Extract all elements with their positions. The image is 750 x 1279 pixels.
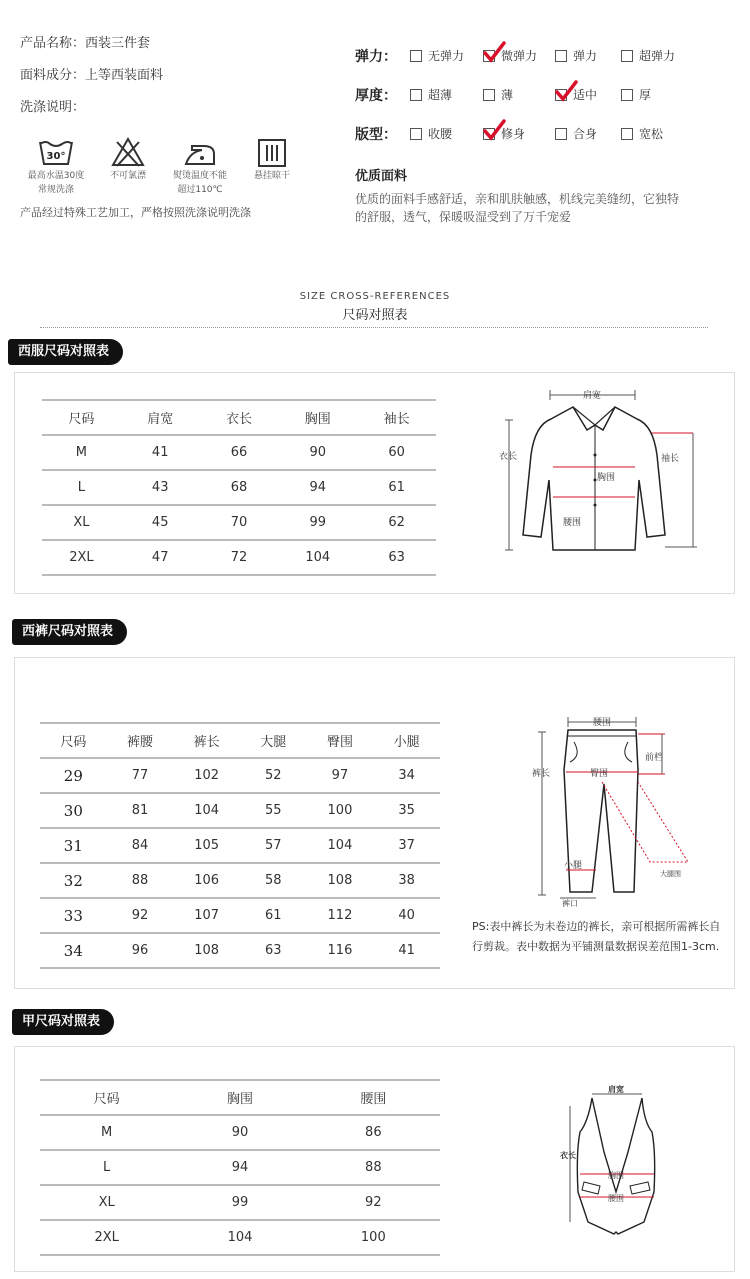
- table-cell: 41: [398, 943, 415, 958]
- checkbox: [483, 128, 495, 140]
- table-cell: 102: [194, 768, 220, 783]
- size-heading-en: SIZE CROSS-REFERENCES: [299, 291, 451, 302]
- table-cell: 84: [131, 838, 149, 853]
- table-header: 胸围: [304, 412, 331, 427]
- table-header: 裤腰: [126, 735, 153, 750]
- table-header-row: [40, 1080, 440, 1115]
- table-header: 尺码: [68, 412, 95, 427]
- label-sleeve: 袖长: [661, 454, 680, 464]
- table-cell: 108: [327, 873, 353, 888]
- suit-jacket-diagram: [495, 385, 705, 565]
- vest-size-tag: 甲尺码对照表: [12, 1009, 114, 1035]
- label-waist: 腰围: [563, 518, 582, 528]
- checkbox: [555, 89, 567, 101]
- table-row: [40, 1185, 440, 1220]
- care-text: 常规洗涤: [37, 185, 74, 195]
- table-row: [40, 863, 440, 898]
- attribute-label: 厚度：: [355, 87, 397, 104]
- table-cell: 92: [365, 1195, 382, 1210]
- checkbox: [410, 128, 422, 140]
- table-cell: 31: [63, 836, 83, 855]
- table-row: [40, 758, 440, 793]
- pants-size-table: [40, 722, 440, 969]
- svg-text:30°: 30°: [46, 151, 66, 162]
- label-rise: 前档: [645, 753, 664, 763]
- checkbox: [555, 50, 567, 62]
- table-header: 臀围: [326, 735, 353, 750]
- label-waist: 腰围: [608, 1194, 624, 1203]
- table-cell: 34: [398, 768, 415, 783]
- table-row: [40, 1115, 440, 1150]
- table-cell: 43: [151, 480, 169, 495]
- table-row: [42, 540, 436, 575]
- table-cell: 108: [194, 943, 220, 958]
- table-header-row: [42, 400, 436, 435]
- checkbox: [621, 128, 633, 140]
- table-cell: 61: [265, 908, 282, 923]
- label-calf: 小腿: [564, 861, 583, 871]
- attribute-label: 弹力：: [355, 48, 397, 65]
- suit-size-tag: 西服尺码对照表: [8, 339, 123, 365]
- table-cell: 90: [309, 445, 327, 460]
- label-length: 衣长: [499, 452, 518, 462]
- table-cell: 38: [398, 873, 415, 888]
- table-cell: 112: [327, 908, 353, 923]
- option: [621, 47, 675, 64]
- checkbox: [621, 89, 633, 101]
- table-cell: 60: [388, 445, 405, 460]
- care-item: [164, 134, 236, 196]
- care-item: [236, 134, 308, 196]
- table-cell: 116: [327, 943, 353, 958]
- size-heading: [0, 291, 750, 323]
- checkbox: [483, 50, 495, 62]
- label-thigh: 大腿围: [660, 870, 681, 878]
- attribute-row-elasticity: [355, 36, 735, 75]
- label-waist: 腰围: [592, 718, 612, 728]
- vest-outline: [577, 1098, 654, 1234]
- table-header: 胸围: [226, 1092, 253, 1107]
- table-cell: 97: [331, 768, 349, 783]
- no-bleach-icon: [92, 134, 164, 168]
- vest-size-table: [40, 1079, 440, 1256]
- care-item: [92, 134, 164, 196]
- label-shoulder: 肩宽: [582, 391, 602, 401]
- checkbox: [410, 89, 422, 101]
- table-cell: 96: [131, 943, 149, 958]
- table-header: 裤长: [193, 735, 220, 750]
- attribute-row-thickness: [355, 75, 735, 114]
- option-label: 宽松: [639, 127, 664, 141]
- table-row: [40, 1150, 440, 1185]
- table-row: [40, 933, 440, 968]
- table-cell: 41: [151, 445, 169, 460]
- table-cell: 61: [388, 480, 405, 495]
- jacket-outline: [523, 407, 665, 550]
- table-row: [42, 470, 436, 505]
- wash-instructions-label: 洗涤说明：: [20, 100, 86, 115]
- table-cell: L: [77, 480, 86, 495]
- table-header: 肩宽: [147, 412, 174, 427]
- table-row: [42, 505, 436, 540]
- table-cell: 47: [151, 550, 169, 565]
- vest-diagram: [558, 1082, 673, 1242]
- table-cell: 29: [63, 766, 83, 785]
- table-cell: 72: [230, 550, 248, 565]
- attribute-label: 版型：: [355, 126, 397, 143]
- care-text: 最高水温30度: [27, 171, 85, 181]
- care-text: 超过110℃: [177, 185, 223, 195]
- table-cell: 100: [327, 803, 353, 818]
- table-header: 尺码: [60, 735, 87, 750]
- table-header: 大腿: [260, 735, 287, 750]
- table-cell: 107: [194, 908, 220, 923]
- option-label: 收腰: [428, 127, 453, 141]
- table-cell: 100: [360, 1230, 386, 1245]
- pants-size-tag: 西裤尺码对照表: [12, 619, 127, 645]
- table-row: [40, 898, 440, 933]
- table-header: 腰围: [360, 1092, 387, 1107]
- wash-30-icon: [20, 134, 92, 168]
- table-header: 衣长: [225, 412, 252, 427]
- table-cell: 86: [365, 1125, 382, 1140]
- table-header: 尺码: [93, 1092, 120, 1107]
- table-cell: 90: [231, 1125, 249, 1140]
- label-chest: 胸围: [608, 1171, 624, 1180]
- table-cell: 99: [309, 515, 327, 530]
- care-text: 不可氯漂: [109, 171, 146, 181]
- table-cell: 30: [63, 801, 83, 820]
- table-cell: 104: [305, 550, 331, 565]
- option-label: 薄: [501, 88, 514, 102]
- checkbox: [621, 50, 633, 62]
- option-label: 超弹力: [639, 49, 676, 63]
- table-cell: 2XL: [94, 1230, 119, 1245]
- table-cell: 55: [265, 803, 282, 818]
- product-info: [20, 34, 320, 220]
- checkbox: [483, 89, 495, 101]
- table-cell: 45: [151, 515, 169, 530]
- care-note: 产品经过特殊工艺加工，严格按照洗涤说明洗涤: [20, 206, 251, 219]
- option-label: 适中: [573, 88, 598, 102]
- table-cell: 92: [131, 908, 149, 923]
- option: [410, 47, 483, 64]
- checkbox: [555, 128, 567, 140]
- table-cell: XL: [73, 515, 90, 530]
- option: [410, 86, 483, 103]
- option-label: 修身: [501, 127, 526, 141]
- table-cell: 37: [398, 838, 415, 853]
- red-check-icon: [554, 80, 578, 102]
- label-shoulder: 肩宽: [608, 1085, 624, 1094]
- option-label: 超薄: [428, 88, 453, 102]
- table-cell: 106: [194, 873, 220, 888]
- table-header-row: [40, 723, 440, 758]
- quality-text: 优质的面料手感舒适，亲和肌肤触感，机线完美缝纫，它独特的舒服，透气，保暖吸湿受到了万千宠爱: [355, 192, 680, 224]
- table-cell: 99: [231, 1195, 249, 1210]
- table-cell: 66: [230, 445, 248, 460]
- table-cell: 104: [194, 803, 220, 818]
- table-header: 小腿: [393, 735, 420, 750]
- table-cell: 70: [230, 515, 248, 530]
- option: [621, 86, 651, 103]
- suit-size-table: [42, 399, 436, 576]
- attribute-row-fit: [355, 114, 735, 153]
- table-row: [40, 828, 440, 863]
- table-cell: 33: [63, 906, 83, 925]
- label-hem: 裤口: [562, 899, 578, 908]
- hang-dry-icon: [236, 134, 308, 168]
- table-cell: 2XL: [69, 550, 94, 565]
- fabric-composition: 面料成分：上等西装面料: [20, 68, 164, 83]
- table-cell: 40: [398, 908, 415, 923]
- label-length: 衣长: [560, 1151, 576, 1160]
- option-label: 厚: [639, 88, 652, 102]
- table-row: [40, 1220, 440, 1255]
- table-cell: M: [101, 1125, 113, 1140]
- table-cell: 94: [231, 1160, 249, 1175]
- option: [483, 125, 555, 142]
- option: [483, 86, 555, 103]
- table-cell: 105: [194, 838, 220, 853]
- option: [621, 125, 663, 142]
- option-label: 无弹力: [428, 49, 465, 63]
- table-cell: 52: [265, 768, 282, 783]
- care-text: 熨烫温度不能: [172, 171, 227, 181]
- table-cell: 35: [398, 803, 415, 818]
- option: [555, 125, 621, 142]
- table-cell: 34: [63, 941, 83, 960]
- option-label: 合身: [573, 127, 598, 141]
- table-cell: 104: [227, 1230, 253, 1245]
- care-text: 悬挂晾干: [253, 171, 290, 181]
- table-cell: 81: [131, 803, 149, 818]
- table-cell: 32: [63, 871, 83, 890]
- table-cell: 104: [327, 838, 353, 853]
- care-icons: [20, 134, 320, 196]
- iron-icon: [164, 134, 236, 168]
- table-cell: 77: [131, 768, 149, 783]
- label-chest: 胸围: [597, 473, 616, 483]
- table-cell: 88: [365, 1160, 382, 1175]
- table-cell: L: [103, 1160, 111, 1175]
- table-cell: 68: [230, 480, 248, 495]
- divider: [40, 327, 708, 328]
- table-cell: 63: [388, 550, 405, 565]
- option: [410, 125, 483, 142]
- table-row: [40, 793, 440, 828]
- option: [555, 47, 621, 64]
- option-label: 微弹力: [501, 49, 538, 63]
- table-cell: XL: [98, 1195, 115, 1210]
- product-name: 产品名称：西装三件套: [20, 36, 151, 51]
- table-row: [42, 435, 436, 470]
- option: [483, 47, 555, 64]
- table-cell: 63: [265, 943, 282, 958]
- table-cell: 58: [265, 873, 282, 888]
- pants-note: PS:表中裤长为未卷边的裤长，亲可根据所需裤长自行剪裁。表中数据为平铺测量数据误差范围1-3cm.: [472, 920, 721, 953]
- option-label: 弹力: [573, 49, 598, 63]
- size-heading-cn: 尺码对照表: [342, 308, 408, 323]
- table-header: 袖长: [383, 412, 410, 427]
- label-hip: 臀围: [590, 769, 609, 779]
- red-check-icon: [482, 41, 506, 63]
- label-length: 裤长: [532, 769, 551, 779]
- table-cell: 62: [388, 515, 405, 530]
- table-cell: 94: [309, 480, 327, 495]
- care-item: [20, 134, 92, 196]
- red-check-icon: [482, 119, 506, 141]
- option: [555, 86, 621, 103]
- quality-title: 优质面料: [355, 169, 408, 184]
- product-attributes: [355, 36, 735, 226]
- pants-diagram: [520, 712, 700, 908]
- table-cell: M: [75, 445, 87, 460]
- table-cell: 57: [265, 838, 282, 853]
- table-cell: 88: [131, 873, 149, 888]
- checkbox: [410, 50, 422, 62]
